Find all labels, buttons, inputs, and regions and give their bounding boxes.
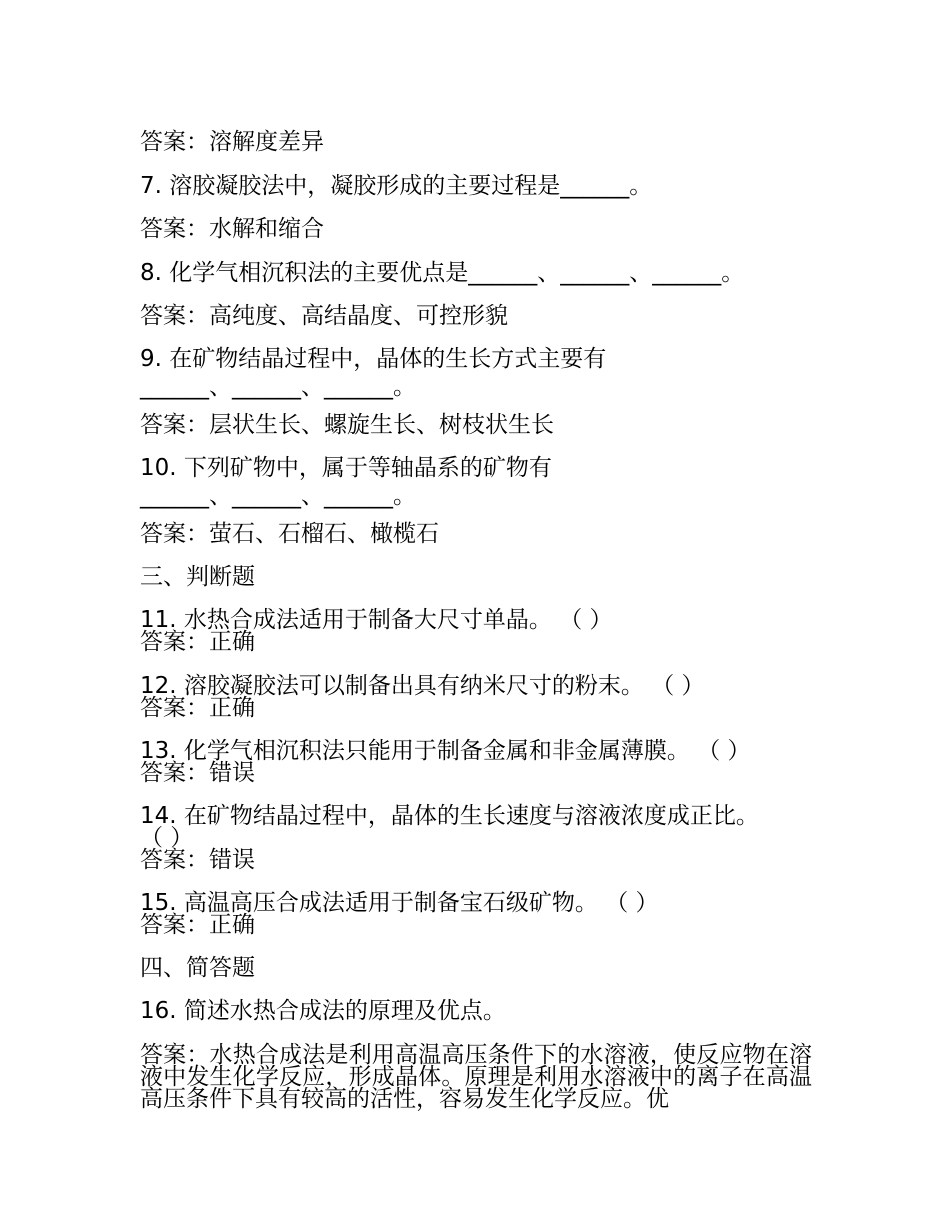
answer-15: 答案：正确 (140, 912, 255, 938)
question-16: 16. 简述水热合成法的原理及优点。 (140, 998, 506, 1024)
answer-13: 答案：错误 (140, 760, 255, 786)
question-10: 10. 下列矿物中，属于等轴晶系的矿物有 (140, 455, 552, 481)
question-7: 7. 溶胶凝胶法中，凝胶形成的主要过程是______。 (140, 173, 653, 199)
question-13: 13. 化学气相沉积法只能用于制备金属和非金属薄膜。 （ ） (140, 738, 751, 764)
answer-7: 答案：水解和缩合 (140, 216, 324, 242)
answer-12: 答案：正确 (140, 695, 255, 721)
answer-11: 答案：正确 (140, 629, 255, 655)
answer-14: 答案：错误 (140, 847, 255, 873)
question-12: 12. 溶胶凝胶法可以制备出具有纳米尺寸的粉末。 （ ） (140, 673, 705, 699)
question-15: 15. 高温高压合成法适用于制备宝石级矿物。 （ ） (140, 890, 659, 916)
answer-9: 答案：层状生长、螺旋生长、树枝状生长 (140, 412, 554, 438)
answer-16: 答案：水热合成法是利用高温高压条件下的水溶液，使反应物在溶液中发生化学反应，形成晶体。原理是利用水溶液中的离子在高温高压条件下具有较高的活性，容易发生化学反应。优 (140, 1042, 812, 1112)
question-14: 14. 在矿物结晶过程中，晶体的生长速度与溶液浓度成正比。 (140, 803, 759, 829)
question-8: 8. 化学气相沉积法的主要优点是______、______、______。 (140, 260, 745, 286)
answer-8: 答案：高纯度、高结晶度、可控形貌 (140, 303, 508, 329)
answer-10: 答案：萤石、石榴石、橄榄石 (140, 521, 439, 547)
question-14-bracket: （ ） (140, 825, 194, 851)
section-heading-judgement: 三、判断题 (140, 564, 255, 590)
question-9: 9. 在矿物结晶过程中，晶体的生长方式主要有 (140, 346, 607, 372)
question-11: 11. 水热合成法适用于制备大尺寸单晶。 （ ） (140, 607, 613, 633)
section-heading-short-answer: 四、简答题 (140, 955, 255, 981)
question-9-blanks: ______、______、______。 (140, 374, 416, 400)
question-10-blanks: ______、______、______。 (140, 483, 416, 509)
answer-6: 答案：溶解度差异 (140, 129, 324, 155)
